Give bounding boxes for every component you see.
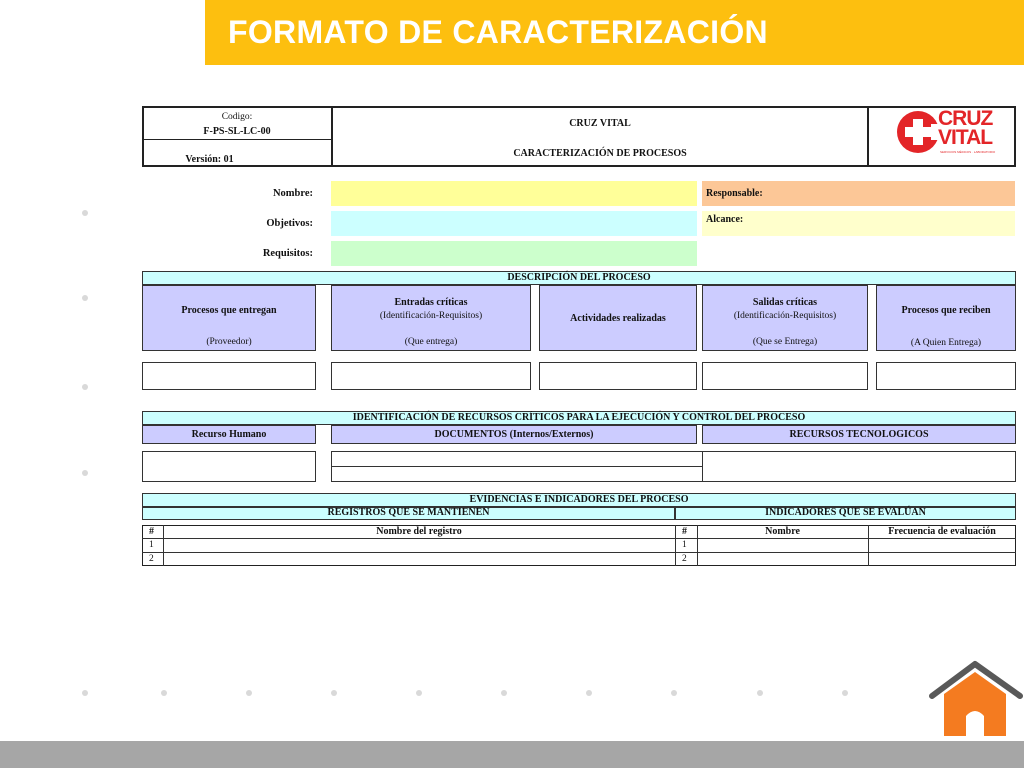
header-divider [867,106,869,167]
objetivos-label: Objetivos: [266,218,313,229]
col-procesos-entregan [142,285,316,351]
input-procesos-reciben[interactable] [876,362,1016,390]
code-value: F-PS-SL-LC-00 [203,126,271,137]
input-procesos-entregan[interactable] [142,362,316,390]
col-reciben-title: Procesos que reciben [901,305,991,316]
col-procesos-entregan-title: Procesos que entregan [181,305,277,316]
registros-label: REGISTROS QUE SE MANTIENEN [327,507,490,518]
code-label: Codigo: [221,112,253,122]
col-hash-2: # [682,526,687,537]
responsable-label: Responsable: [706,188,763,199]
col-entradas-mid: (Identificación-Requisitos) [379,311,483,321]
input-documentos-1[interactable] [331,451,703,467]
col-procesos-entregan-sub: (Proveedor) [206,337,252,347]
decor-dot [842,690,848,696]
col-nombre: Nombre [765,526,800,537]
decor-dot [82,690,88,696]
input-tecnologicos[interactable] [702,451,1016,482]
nombre-field[interactable] [331,181,697,206]
header-divider [142,139,332,140]
col-salidas-title: Salidas críticas [752,297,818,308]
input-salidas-criticas[interactable] [702,362,868,390]
row-number: 2 [149,554,154,564]
col-procesos-reciben [876,285,1016,351]
slide-title: FORMATO DE CARACTERIZACIÓN [228,14,768,50]
col-reciben-sub: (A Quien Entrega) [910,338,982,348]
decor-dot [586,690,592,696]
col-salidas-criticas [702,285,868,351]
requisitos-field[interactable] [331,241,697,266]
row-number: 1 [682,540,687,550]
recurso-humano-label: Recurso Humano [191,429,267,440]
row-number: 1 [149,540,154,550]
row-number: 2 [682,554,687,564]
logo-text-cruz: CRUZ [938,107,993,130]
requisitos-label: Requisitos: [262,248,313,259]
alcance-field[interactable] [702,211,1015,236]
decor-dot [161,690,167,696]
decor-dot [757,690,763,696]
logo-tagline: SERVICIOS MÉDICOS · LABORATORIO [940,150,996,154]
home-button[interactable] [928,660,1024,740]
alcance-label: Alcance: [706,214,744,225]
input-actividades[interactable] [539,362,697,390]
tecnologicos-label: RECURSOS TECNOLOGICOS [789,429,929,440]
document-title: CARACTERIZACIÓN DE PROCESOS [513,148,687,159]
col-entradas-sub: (Que entrega) [404,337,458,347]
col-entradas-title: Entradas críticas [394,297,468,308]
decor-dot [331,690,337,696]
descripcion-title: DESCRIPCIÓN DEL PROCESO [507,272,651,283]
grid-line [675,525,676,566]
company-name: CRUZ VITAL [569,118,631,129]
col-actividades-title: Actividades realizadas [570,313,666,324]
col-entradas-criticas [331,285,531,351]
col-frecuencia: Frecuencia de evaluación [888,526,996,537]
objetivos-field[interactable] [331,211,697,236]
red-cross-icon [896,110,940,154]
input-documentos-2[interactable] [331,466,703,482]
decor-dot [82,384,88,390]
cruz-vital-logo [896,108,1006,160]
home-icon [928,660,1024,740]
indicadores-label: INDICADORES QUE SE EVALÚAN [765,507,926,518]
nombre-label: Nombre: [272,188,313,199]
decor-dot [82,295,88,301]
col-nombre-registro: Nombre del registro [376,526,462,537]
col-hash-1: # [149,526,154,537]
input-entradas-criticas[interactable] [331,362,531,390]
footer-bar [0,741,1024,768]
input-recurso-humano[interactable] [142,451,316,482]
decor-dot [82,470,88,476]
col-actividades [539,285,697,351]
documentos-label: DOCUMENTOS (Internos/Externos) [434,429,594,440]
evidencias-title: EVIDENCIAS E INDICADORES DEL PROCESO [469,494,689,505]
grid-line [142,538,1016,539]
decor-dot [416,690,422,696]
grid-line [142,552,1016,553]
version-label: Versión: 01 [185,154,234,165]
decor-dot [501,690,507,696]
tecnologicos-header [702,425,1016,444]
recursos-title: IDENTIFICACIÓN DE RECURSOS CRÍTICOS PARA LA EJECUCIÓN Y CONTROL DEL PROCESO [352,412,806,423]
logo-text-vital: VITAL [938,126,993,149]
recurso-humano-header [142,425,316,444]
decor-dot [246,690,252,696]
decor-dot [82,210,88,216]
col-salidas-sub: (Que se Entrega) [752,337,818,347]
documentos-header [331,425,697,444]
decor-dot [671,690,677,696]
col-salidas-mid: (Identificación-Requisitos) [733,311,837,321]
